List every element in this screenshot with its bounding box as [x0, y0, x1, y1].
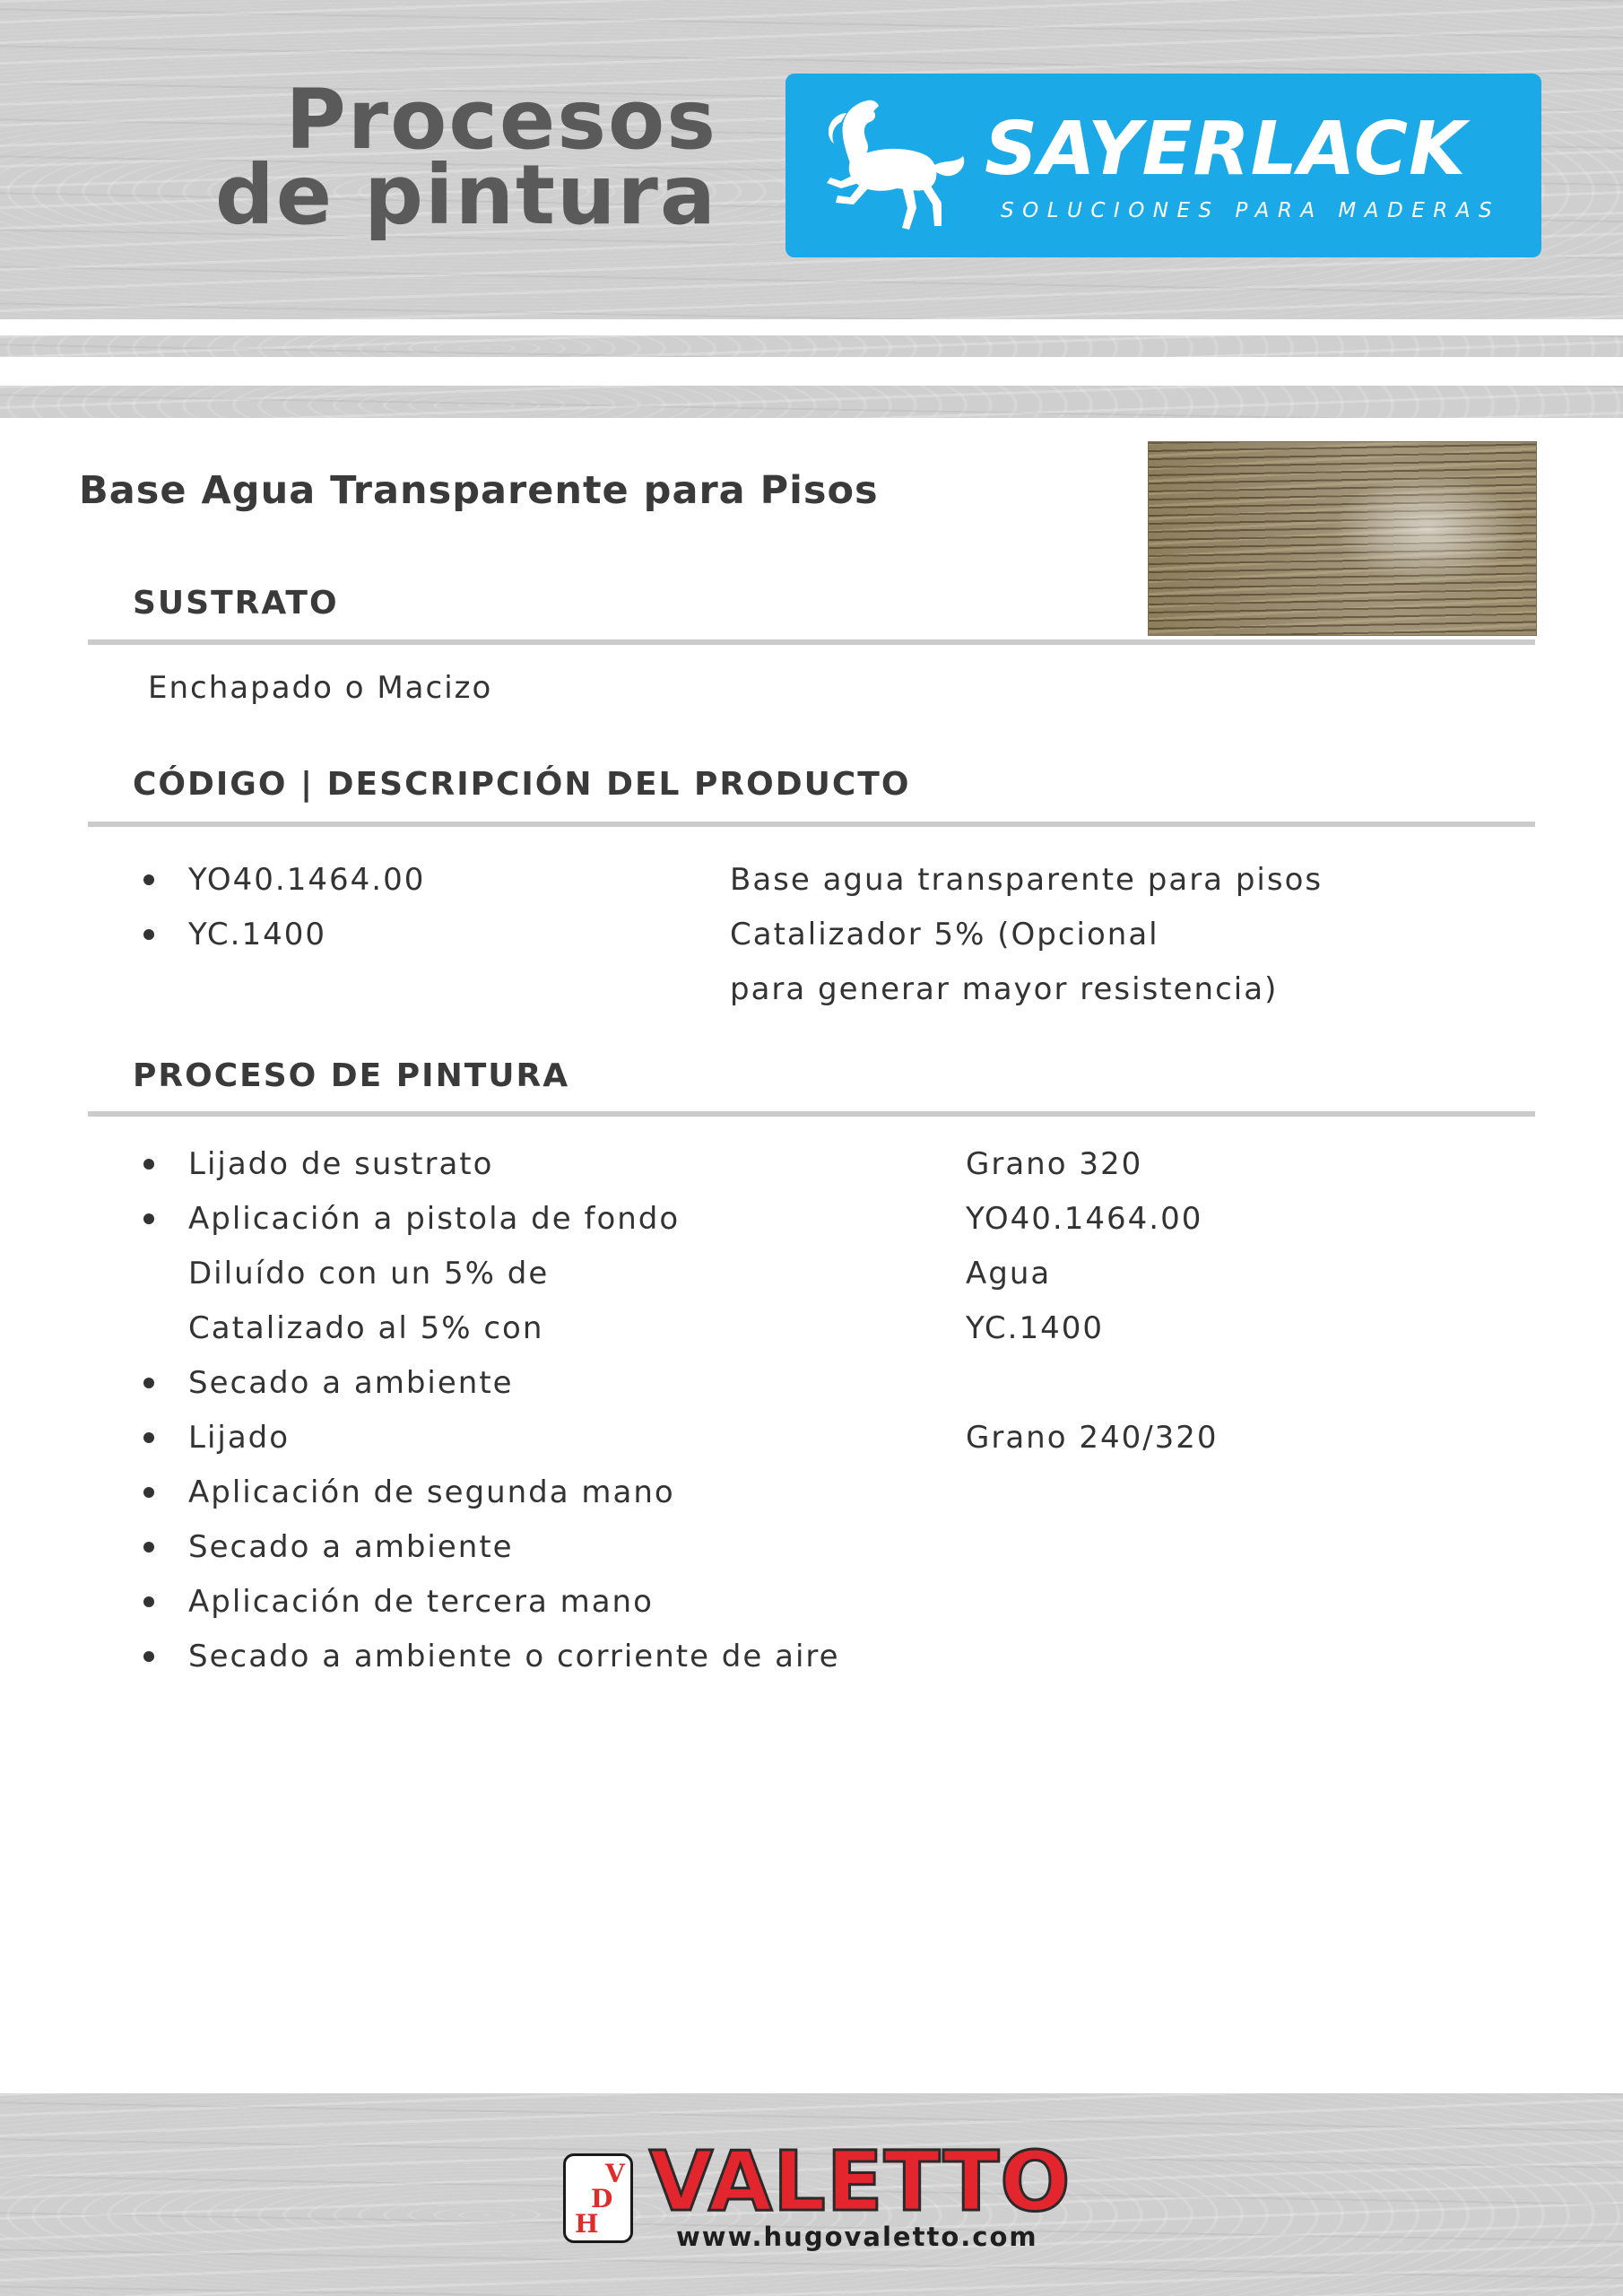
product-title: Base Agua Transparente para Pisos [79, 468, 879, 513]
bullet-icon [143, 929, 154, 940]
process-step-label: Aplicación a pistola de fondo [188, 1201, 681, 1237]
bullet-icon [143, 1651, 154, 1662]
wood-stripe [0, 335, 1623, 357]
process-step-value: YC.1400 [966, 1310, 1104, 1346]
header-divider [0, 357, 1623, 386]
sayerlack-logo [785, 74, 1541, 257]
brand-tagline: SOLUCIONES PARA MADERAS [1001, 199, 1501, 222]
section-heading-codigo: CÓDIGO | DESCRIPCIÓN DEL PRODUCTO [133, 766, 911, 803]
bullet-icon [143, 1378, 154, 1388]
bullet-icon [143, 1487, 154, 1498]
bullet-icon [143, 1159, 154, 1170]
section-divider [88, 1111, 1535, 1117]
sustrato-text: Enchapado o Macizo [148, 670, 493, 706]
section-divider [88, 822, 1535, 827]
footer-url: www.hugovaletto.com [676, 2222, 1038, 2252]
process-step-value: Grano 320 [966, 1146, 1143, 1182]
section-divider [88, 639, 1535, 645]
bullet-icon [143, 874, 154, 885]
page-title-line1: Procesos [285, 72, 717, 168]
horse-icon [814, 91, 971, 244]
hdv-monogram-icon [563, 2153, 633, 2243]
process-step-value: YO40.1464.00 [966, 1201, 1203, 1237]
page-title-line2: de pintura [214, 147, 717, 243]
bullet-icon [143, 1213, 154, 1224]
bullet-icon [143, 1596, 154, 1607]
product-description: Catalizador 5% (Opcional [730, 917, 1159, 952]
process-step-label: Aplicación de tercera mano [188, 1584, 654, 1620]
monogram-letter: D [591, 2184, 613, 2213]
monogram-letter: V [605, 2159, 625, 2188]
process-step-value: Agua [966, 1256, 1052, 1292]
product-code: YO40.1464.00 [188, 862, 426, 898]
page-title [179, 72, 717, 243]
footer-brand-name: VALETTO [649, 2134, 1072, 2230]
product-description-continued: para generar mayor resistencia) [730, 971, 1279, 1007]
process-step-label: Secado a ambiente [188, 1529, 514, 1565]
process-step-label: Lijado [188, 1420, 291, 1456]
header-divider [0, 319, 1623, 335]
process-step-label: Lijado de sustrato [188, 1146, 494, 1182]
process-step-label: Aplicación de segunda mano [188, 1474, 675, 1510]
monogram-letter: H [575, 2209, 599, 2239]
process-step-value: Grano 240/320 [966, 1420, 1219, 1456]
bullet-icon [143, 1432, 154, 1443]
bullet-icon [143, 1542, 154, 1552]
process-step-label: Secado a ambiente o corriente de aire [188, 1639, 840, 1674]
brand-name: SAYERLACK [985, 107, 1467, 192]
process-step-label: Diluído con un 5% de [188, 1256, 550, 1292]
product-description: Base agua transparente para pisos [730, 862, 1324, 898]
process-step-label: Secado a ambiente [188, 1365, 514, 1401]
product-code: YC.1400 [188, 917, 326, 952]
section-heading-proceso: PROCESO DE PINTURA [133, 1057, 570, 1094]
wood-stripe [0, 386, 1623, 418]
wood-sample-image [1148, 441, 1537, 636]
process-step-label: Catalizado al 5% con [188, 1310, 544, 1346]
valetto-logo [563, 2134, 1072, 2252]
section-heading-sustrato: SUSTRATO [133, 585, 339, 622]
